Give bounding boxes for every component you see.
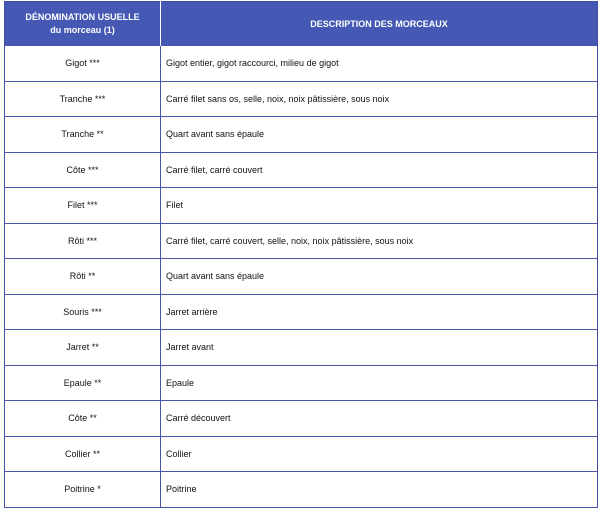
table-row (5, 330, 598, 366)
cuts-table (4, 1, 598, 508)
cut-description: Carré découvert (161, 401, 598, 437)
cut-name: Jarret ** (5, 330, 161, 366)
cut-description: Filet (161, 188, 598, 224)
header-denomination (5, 2, 161, 47)
cut-description: Carré filet, carré couvert (161, 152, 598, 188)
table-row (5, 152, 598, 188)
header-denomination-line1: DÉNOMINATION USUELLE (25, 12, 140, 22)
table-row (5, 259, 598, 295)
cut-name: Côte *** (5, 152, 161, 188)
cut-name: Poitrine * (5, 472, 161, 508)
table-row (5, 188, 598, 224)
cut-description: Epaule (161, 365, 598, 401)
cut-description: Jarret avant (161, 330, 598, 366)
cut-name: Filet *** (5, 188, 161, 224)
table-header-row (5, 2, 598, 47)
cut-description: Quart avant sans épaule (161, 117, 598, 153)
cut-description: Quart avant sans épaule (161, 259, 598, 295)
cut-name: Gigot *** (5, 46, 161, 81)
cut-name: Tranche ** (5, 117, 161, 153)
cut-name: Collier ** (5, 436, 161, 472)
cut-description: Carré filet, carré couvert, selle, noix, noix pâtissière, sous noix (161, 223, 598, 259)
cut-description: Poitrine (161, 472, 598, 508)
cut-name: Souris *** (5, 294, 161, 330)
cut-name: Côte ** (5, 401, 161, 437)
header-denomination-line2: du morceau (1) (50, 25, 115, 35)
cut-description: Carré filet sans os, selle, noix, noix pâtissière, sous noix (161, 81, 598, 117)
cut-name: Tranche *** (5, 81, 161, 117)
cut-name: Rôti *** (5, 223, 161, 259)
table-row (5, 401, 598, 437)
cut-name: Epaule ** (5, 365, 161, 401)
table-row (5, 365, 598, 401)
table-row (5, 472, 598, 508)
header-description: DESCRIPTION DES MORCEAUX (161, 2, 598, 47)
cut-description: Collier (161, 436, 598, 472)
table-row (5, 294, 598, 330)
cut-description: Jarret arrière (161, 294, 598, 330)
table-row (5, 436, 598, 472)
table-row (5, 223, 598, 259)
cut-description: Gigot entier, gigot raccourci, milieu de gigot (161, 46, 598, 81)
cut-name: Rôti ** (5, 259, 161, 295)
table-row (5, 46, 598, 81)
table-row (5, 117, 598, 153)
table-row (5, 81, 598, 117)
